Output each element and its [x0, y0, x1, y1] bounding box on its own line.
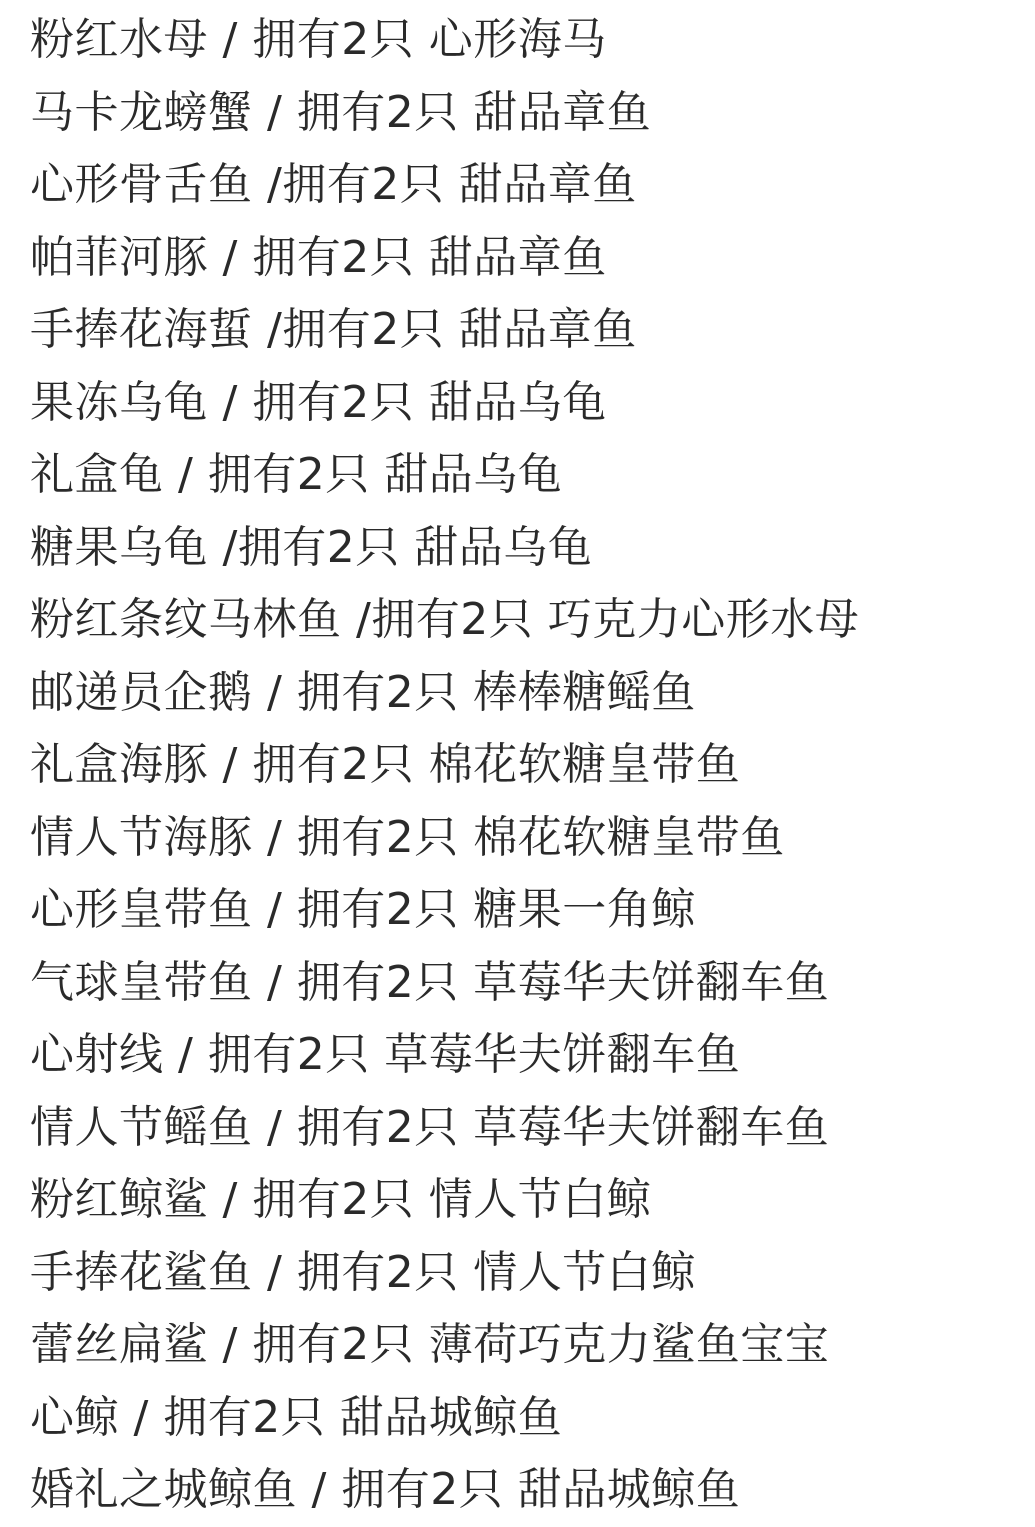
list-item: 粉红水母 / 拥有2只 心形海马	[30, 14, 607, 65]
list-item: 气球皇带鱼 / 拥有2只 草莓华夫饼翻车鱼	[30, 956, 830, 1008]
list-item: 邮递员企鹅 / 拥有2只 棒棒糖鳐鱼	[30, 666, 696, 718]
list-item: 礼盒海豚 / 拥有2只 棉花软糖皇带鱼	[30, 739, 741, 790]
list-item: 手捧花海蜇 /拥有2只 甜品章鱼	[30, 304, 637, 355]
list-item: 粉红条纹马林鱼 /拥有2只 巧克力心形水母	[30, 594, 860, 645]
list-item: 马卡龙螃蟹 / 拥有2只 甜品章鱼	[30, 86, 652, 138]
list-item: 糖果乌龟 /拥有2只 甜品乌龟	[30, 521, 593, 573]
list-item: 心鲸 / 拥有2只 甜品城鲸鱼	[30, 1391, 563, 1443]
list-item: 情人节海豚 / 拥有2只 棉花软糖皇带鱼	[30, 811, 785, 863]
list-item: 婚礼之城鲸鱼 / 拥有2只 甜品城鲸鱼	[30, 1464, 741, 1515]
list-item: 手捧花鲨鱼 / 拥有2只 情人节白鲸	[30, 1246, 696, 1298]
list-item: 心射线 / 拥有2只 草莓华夫饼翻车鱼	[30, 1029, 741, 1080]
list-item: 蕾丝扁鲨 / 拥有2只 薄荷巧克力鲨鱼宝宝	[30, 1319, 830, 1370]
list-item: 情人节鳐鱼 / 拥有2只 草莓华夫饼翻车鱼	[30, 1101, 830, 1153]
list-item: 心形骨舌鱼 /拥有2只 甜品章鱼	[30, 159, 637, 210]
list-item: 心形皇带鱼 / 拥有2只 糖果一角鲸	[30, 884, 696, 935]
list-item: 粉红鲸鲨 / 拥有2只 情人节白鲸	[30, 1174, 652, 1225]
list-item: 果冻乌龟 / 拥有2只 甜品乌龟	[30, 376, 607, 428]
text-list	[30, 4, 1015, 1527]
list-item: 礼盒龟 / 拥有2只 甜品乌龟	[30, 449, 563, 500]
list-item: 帕菲河豚 / 拥有2只 甜品章鱼	[30, 231, 607, 283]
